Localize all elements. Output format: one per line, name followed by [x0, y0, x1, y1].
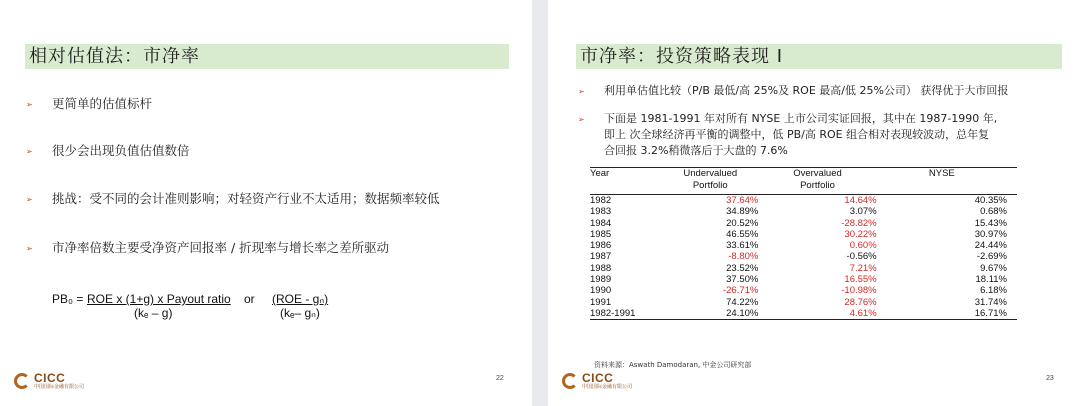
slide-23	[548, 0, 1080, 406]
cell-nyse: 0.68%	[980, 206, 1007, 218]
bullet-item	[26, 143, 190, 159]
table-row	[590, 218, 1017, 229]
cell-year: 1986	[590, 240, 612, 252]
formula-alt-denominator: (kₑ– gₙ)	[280, 306, 320, 320]
bullet-item	[26, 240, 389, 256]
header-overvalued-line2: Portfolio	[800, 180, 835, 191]
cell-year: 1987	[590, 251, 612, 263]
table-row	[590, 308, 1017, 320]
page-number: 22	[496, 375, 504, 382]
header-overvalued-line1: Overvalued	[793, 168, 842, 179]
cell-overvalued: -28.82%	[841, 217, 877, 229]
cell-overvalued: 28.76%	[844, 296, 877, 308]
table-row	[590, 263, 1017, 274]
formula-numerator: ROE x (1+g) x Payout ratio	[87, 292, 231, 306]
arrow-bullet-icon: ➢	[26, 244, 33, 253]
slide-title: 相对估值法：市净率	[25, 44, 509, 69]
cell-overvalued: 4.61%	[849, 307, 877, 319]
cell-undervalued: 46.55%	[726, 228, 759, 240]
cicc-logo-icon	[562, 373, 578, 389]
cell-overvalued: 30.22%	[844, 228, 877, 240]
page-number: 23	[1046, 375, 1054, 382]
cicc-logo	[562, 372, 632, 390]
cell-year: 1989	[590, 274, 612, 286]
slide-22	[0, 0, 532, 406]
cell-nyse: 18.11%	[975, 274, 1007, 286]
header-undervalued-line1: Undervalued	[683, 168, 738, 179]
cell-undervalued: 74.22%	[726, 296, 759, 308]
cell-nyse: 15.43%	[974, 217, 1007, 229]
cell-undervalued: 37.50%	[726, 274, 759, 286]
table-row	[590, 229, 1017, 240]
cell-undervalued: 23.52%	[726, 262, 759, 274]
formula-or: or	[244, 292, 255, 306]
table-header-row	[590, 168, 1017, 195]
cell-undervalued: -26.71%	[722, 285, 759, 297]
cell-nyse: 40.35%	[974, 195, 1007, 206]
source-note: 资料来源：Aswath Damodaran, 中金公司研究部	[594, 361, 752, 369]
cell-year: 1990	[590, 285, 612, 297]
arrow-bullet-icon: ➢	[26, 195, 33, 204]
bullet-line: 合回报 3.2%稍微落后于大盘的 7.6%	[604, 144, 788, 157]
formula-denominator: (kₑ – g)	[134, 306, 173, 320]
table-row	[590, 297, 1017, 308]
bullet-item	[578, 111, 997, 159]
bullet-text	[604, 111, 997, 159]
table-row	[590, 285, 1017, 296]
arrow-bullet-icon: ➢	[578, 87, 585, 96]
table-row	[590, 251, 1017, 262]
cell-overvalued: -0.56%	[846, 251, 877, 263]
bullet-text: 很少会出现负值估值数倍	[52, 143, 190, 158]
header-overvalued	[758, 168, 876, 195]
cell-undervalued: 37.64%	[726, 195, 759, 206]
cell-undervalued: 34.89%	[726, 206, 759, 218]
cell-overvalued: 0.60%	[849, 240, 877, 252]
cicc-logo	[14, 372, 84, 390]
bullet-text: 利用单估值比较（P/B 最低/高 25%及 ROE 最高/低 25%公司） 获得优于大市回报	[604, 84, 1009, 97]
bullet-item	[26, 96, 152, 112]
cell-nyse: 24.44%	[974, 240, 1007, 252]
logo-name: CICC	[582, 371, 614, 385]
arrow-bullet-icon: ➢	[26, 147, 33, 156]
cell-year: 1991	[590, 296, 612, 308]
cell-year: 1982-1991	[590, 307, 636, 319]
cell-year: 1984	[590, 217, 612, 229]
header-year: Year	[590, 168, 610, 179]
bullet-line: 即上 次全球经济再平衡的调整中，低 PB/高 ROE 组合相对表现较波动，总年复	[604, 128, 990, 141]
bullet-text: 市净率倍数主要受净资产回报率 / 折现率与增长率之差所驱动	[52, 240, 390, 255]
cell-undervalued: 24.10%	[726, 307, 759, 319]
table-row	[590, 195, 1017, 207]
cell-undervalued: 20.52%	[726, 217, 759, 229]
cell-nyse: 16.71%	[974, 307, 1007, 319]
table-row	[590, 240, 1017, 251]
pb-formula	[52, 288, 392, 330]
arrow-bullet-icon: ➢	[578, 115, 585, 124]
cell-overvalued: 3.07%	[849, 206, 877, 218]
formula-alt-numerator: (ROE - gₙ)	[272, 292, 329, 306]
header-undervalued	[662, 168, 758, 195]
cell-overvalued: -10.98%	[841, 285, 877, 297]
table-row	[590, 274, 1017, 285]
cell-nyse: 6.18%	[980, 285, 1007, 297]
formula-lhs: PB₀ =	[52, 292, 84, 306]
cell-overvalued: 16.55%	[844, 274, 877, 286]
cell-overvalued: 7.21%	[849, 262, 877, 274]
cell-nyse: -2.69%	[976, 251, 1007, 263]
header-undervalued-line2: Portfolio	[692, 180, 728, 191]
table-row	[590, 206, 1017, 217]
cell-year: 1983	[590, 206, 612, 218]
cell-undervalued: 33.61%	[726, 240, 759, 252]
logo-subtitle: 中国国际金融有限公司	[34, 384, 85, 390]
cell-nyse: 30.97%	[974, 228, 1007, 240]
returns-table	[590, 167, 1017, 320]
cell-overvalued: 14.64%	[844, 195, 877, 206]
cell-year: 1985	[590, 228, 612, 240]
bullet-item	[578, 83, 1008, 99]
cicc-logo-icon	[14, 373, 30, 389]
logo-subtitle: 中国国际金融有限公司	[582, 384, 633, 390]
logo-name: CICC	[34, 371, 66, 385]
arrow-bullet-icon: ➢	[26, 100, 33, 109]
cell-year: 1988	[590, 262, 612, 274]
bullet-text: 挑战：受不同的会计准则影响；对轻资产行业不太适用；数据频率较低	[52, 191, 440, 206]
bullet-line: 下面是 1981-1991 年对所有 NYSE 上市公司实证回报，其中在 1987-1990 年,	[604, 112, 998, 125]
bullet-item	[26, 191, 440, 207]
cell-undervalued: -8.80%	[728, 251, 759, 263]
cell-nyse: 9.67%	[980, 262, 1007, 274]
cell-year: 1982	[590, 195, 612, 206]
slide-title: 市净率：投资策略表现 I	[576, 44, 1062, 69]
bullet-text: 更简单的估值标杆	[52, 96, 153, 111]
cell-nyse: 31.74%	[974, 296, 1007, 308]
header-nyse: NYSE	[928, 168, 955, 179]
